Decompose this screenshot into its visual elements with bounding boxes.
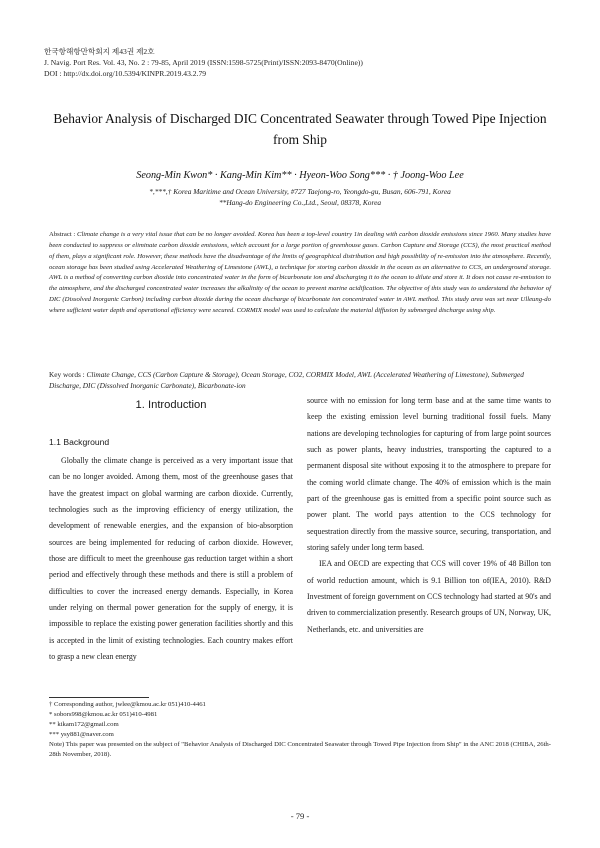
abstract [49, 230, 551, 317]
right-column [307, 393, 551, 638]
keywords-text: Climate Change, CCS (Carbon Capture & Storage), Ocean Storage, CO2, CORMIX Model, AWL (Accelerated Weathering of Limestone), Submerged Discharge, DIC (Dissolved Inorganic Carbonate), Bicarbonate-ion [49, 370, 524, 390]
body-paragraph: Globally the climate change is perceived as a very important issue that can be no longer avoided. Among them, most of the greenhouse gases that have the greatest impact on global warming are carbon dioxide. Currently, technologies such as the improving efficiency of energy utilization, the development of renewable energies, and the expansion of bio-absorption sources are being implemented for reducing of carbon dioxide. However, those are difficult to meet the greenhouse gas reduction target within a short period and effectively through these methods and there is still a problem of difficulties to cover the increased energy demands. Especially, in Korea under relying on thermal power generation for the supply of energy, it is impossible to replace the existing power generation facilities shortly and this is accepted in the limit of existing technologies. Each country makes effort to grasp a new clean energy [49, 456, 293, 662]
affiliation-1: *,***,† Korea Maritime and Ocean University, #727 Taejong-ro, Yeongdo-gu, Busan, 606-791, Korea [149, 187, 451, 196]
affiliations [40, 186, 560, 208]
footnote-note: Note) This paper was presented on the subject of "Behavior Analysis of Discharged DIC Concentrated Seawater through Towed Pipe Injection from Ship" in the ANC 2018 (CHIBA, 26th-28th November, 2018). [49, 741, 551, 759]
body-paragraph: IEA and OECD are expecting that CCS will cover 19% of 48 Billon ton of world reduction amount, which is 9.1 Billion ton of(IEA, 2010). R&D Investment of foreign government on CCS technology had started at 90's and driven to commercialization presently. Research groups of UN, Norway, UK, Netherlands, etc. and universities are [307, 559, 551, 634]
abstract-label: Abstract : [49, 231, 76, 238]
keywords-label: Key words : [49, 370, 85, 379]
body-paragraph: source with no emission for long term base and at the same time wants to keep the existing emission level burning traditional fossil fuels. Many nations are developing technologies for capturing of from large point sources such as power plants, heavy industries, transporting the captured to a permanent disposal site without exposing it to the atmosphere to prepare for the coming world climate change. The 40% of emission which is the main part of the greenhouse gas is emitted from a specific point source such as power plant. The world pays attention to the CCS technology for sequestration directly from the massive source, securing, transportation, and storing safely under long term based. [307, 396, 551, 553]
keywords [49, 369, 551, 391]
section-title: 1. Introduction [135, 399, 207, 411]
journal-citation: J. Navig. Port Res. Vol. 43, No. 2 : 79-85, April 2019 (ISSN:1598-5725(Print)/ISSN:2093-8470(Online)) [44, 58, 363, 67]
journal-name-korean: 한국항해항만학회지 제43권 제2호 [44, 47, 155, 56]
page-number: - 79 - [290, 811, 310, 821]
footnotes [49, 700, 551, 761]
left-column [49, 393, 293, 665]
footnote-author-3: *** ysy881@naver.com [49, 731, 114, 739]
footnote-corresponding: † Corresponding author, jwlee@kmou.ac.kr 051)410-4461 [49, 701, 206, 708]
footnote-author-2: ** kikam172@gmail.com [49, 721, 119, 729]
subsection-title: 1.1 Background [49, 437, 110, 447]
footnote-author-1: * sobors998@kmou.ac.kr 051)410-4981 [49, 711, 158, 719]
author-list: Seong-Min Kwon* · Kang-Min Kim** · Hyeon-Woo Song*** · † Joong-Woo Lee [136, 170, 464, 181]
abstract-text: Climate change is a very vital issue that can be no longer avoided. Korea has been a top-level country 1in dealing with carbon dioxide emissions since 1960. Many studies have been conducted to suppress or eliminate carbon dioxide emissions, which account for a large portion of greenhouse gases. Carbon Capture and Storage (CCS), the most practical method of them, plays a significant role. However, these methods have the disadvantage of the limits of geographical distribution and high possibility of re-emission into the atmosphere. Recently, ocean storage has been studied using Accelerated Weathering of Limestone (AWL), a technique for storing carbon dioxide in the ocean as an alternative to CCS, an underground storage. AWL is a method of converting carbon dioxide into concentrated water in the form of bicarbonate ion and discharging it to the ocean to dilute and store it. It does not cause re-emission to the atmosphere, and the discharged concentrated water increases the alkalinity of the ocean to prevent marine acidification. The objective of this study was to understand the behavior of DIC (Dissolved Inorganic Carbon) including carbon dioxide during the ocean discharge of bicarbonate ion concentrated water in AWL method. This study area was set near Ulleung-do where sufficient water depth and operational efficiency were secured. CORMIX model was used to calculate the material diffusion by submerged discharge using ship. [49, 231, 552, 314]
affiliation-2: **Hang-do Engineering Co.,Ltd., Seoul, 08378, Korea [218, 198, 382, 207]
paper-title: Behavior Analysis of Discharged DIC Concentrated Seawater through Towed Pipe Injection from Ship [53, 111, 547, 147]
footnote-divider [49, 697, 149, 698]
doi-line: DOI : http://dx.doi.org/10.5394/KINPR.2019.43.2.79 [44, 69, 207, 78]
journal-header [44, 46, 363, 79]
